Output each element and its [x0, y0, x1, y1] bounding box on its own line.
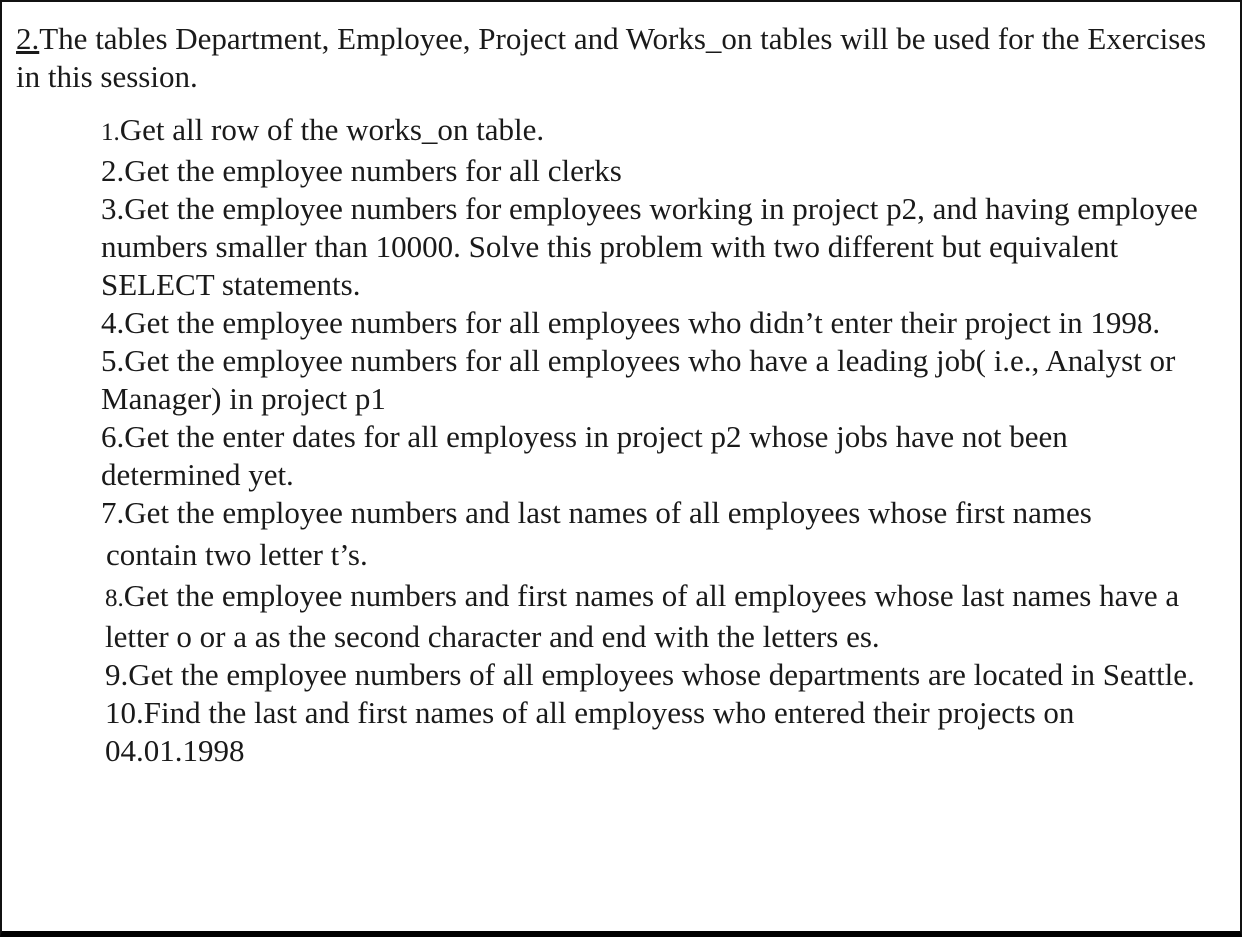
exercise-number: 10.: [105, 695, 144, 730]
exercise-item-4: [101, 304, 1211, 342]
exercise-number: 4.: [101, 305, 125, 340]
exercise-item-1: [101, 111, 1211, 152]
exercise-number: 1.: [101, 119, 120, 146]
exercise-number: 3.: [101, 191, 125, 226]
exercise-text: Get the employee numbers of all employees whose departments are located in Seattle.: [128, 657, 1195, 692]
exercise-text: Get the employee numbers for all employees who have a leading job( i.e., Analyst or Manager) in project p1: [101, 343, 1176, 416]
exercise-number: 6.: [101, 419, 125, 454]
exercise-item-5: [101, 342, 1211, 418]
exercise-list: [101, 111, 1211, 770]
intro-text: The tables Department, Employee, Project and Works_on tables will be used for the Exercises in this session.: [16, 21, 1207, 94]
exercise-item-9: [101, 656, 1211, 694]
intro-number: 2.: [16, 21, 40, 56]
exercise-number: 9.: [105, 657, 129, 692]
exercise-text-continued: contain two letter t’s.: [106, 537, 368, 572]
exercise-text: Get the employee numbers and first names of all employees whose last names have a letter o or a as the second character and end with the letters es.: [105, 578, 1180, 654]
exercise-number: 7.: [101, 495, 125, 530]
exercise-text: Get the employee numbers for employees working in project p2, and having employee numbers smaller than 10000. Solve this problem with two different but equivalent SELECT statements.: [101, 191, 1198, 302]
exercise-text: Get the employee numbers for all employees who didn’t enter their project in 1998.: [124, 305, 1161, 340]
exercise-number: 2.: [101, 153, 125, 188]
exercise-number: 8.: [105, 585, 124, 612]
exercise-item-8: [101, 577, 1211, 656]
exercise-text: Get all row of the works_on table.: [119, 112, 545, 147]
exercise-text: Get the employee numbers for all clerks: [124, 153, 622, 188]
exercise-number: 5.: [101, 343, 125, 378]
exercise-text: Get the enter dates for all employess in project p2 whose jobs have not been determined yet.: [101, 419, 1068, 492]
exercise-item-3: [101, 190, 1211, 304]
exercise-item-7: [101, 494, 1211, 574]
intro-paragraph: [16, 20, 1216, 96]
exercise-text: Get the employee numbers and last names of all employees whose first names: [124, 495, 1092, 530]
exercise-item-10: [101, 694, 1211, 770]
exercise-item-6: [101, 418, 1211, 494]
exercise-item-2: [101, 152, 1211, 190]
exercise-text: Find the last and first names of all employess who entered their projects on 04.01.1998: [105, 695, 1075, 768]
